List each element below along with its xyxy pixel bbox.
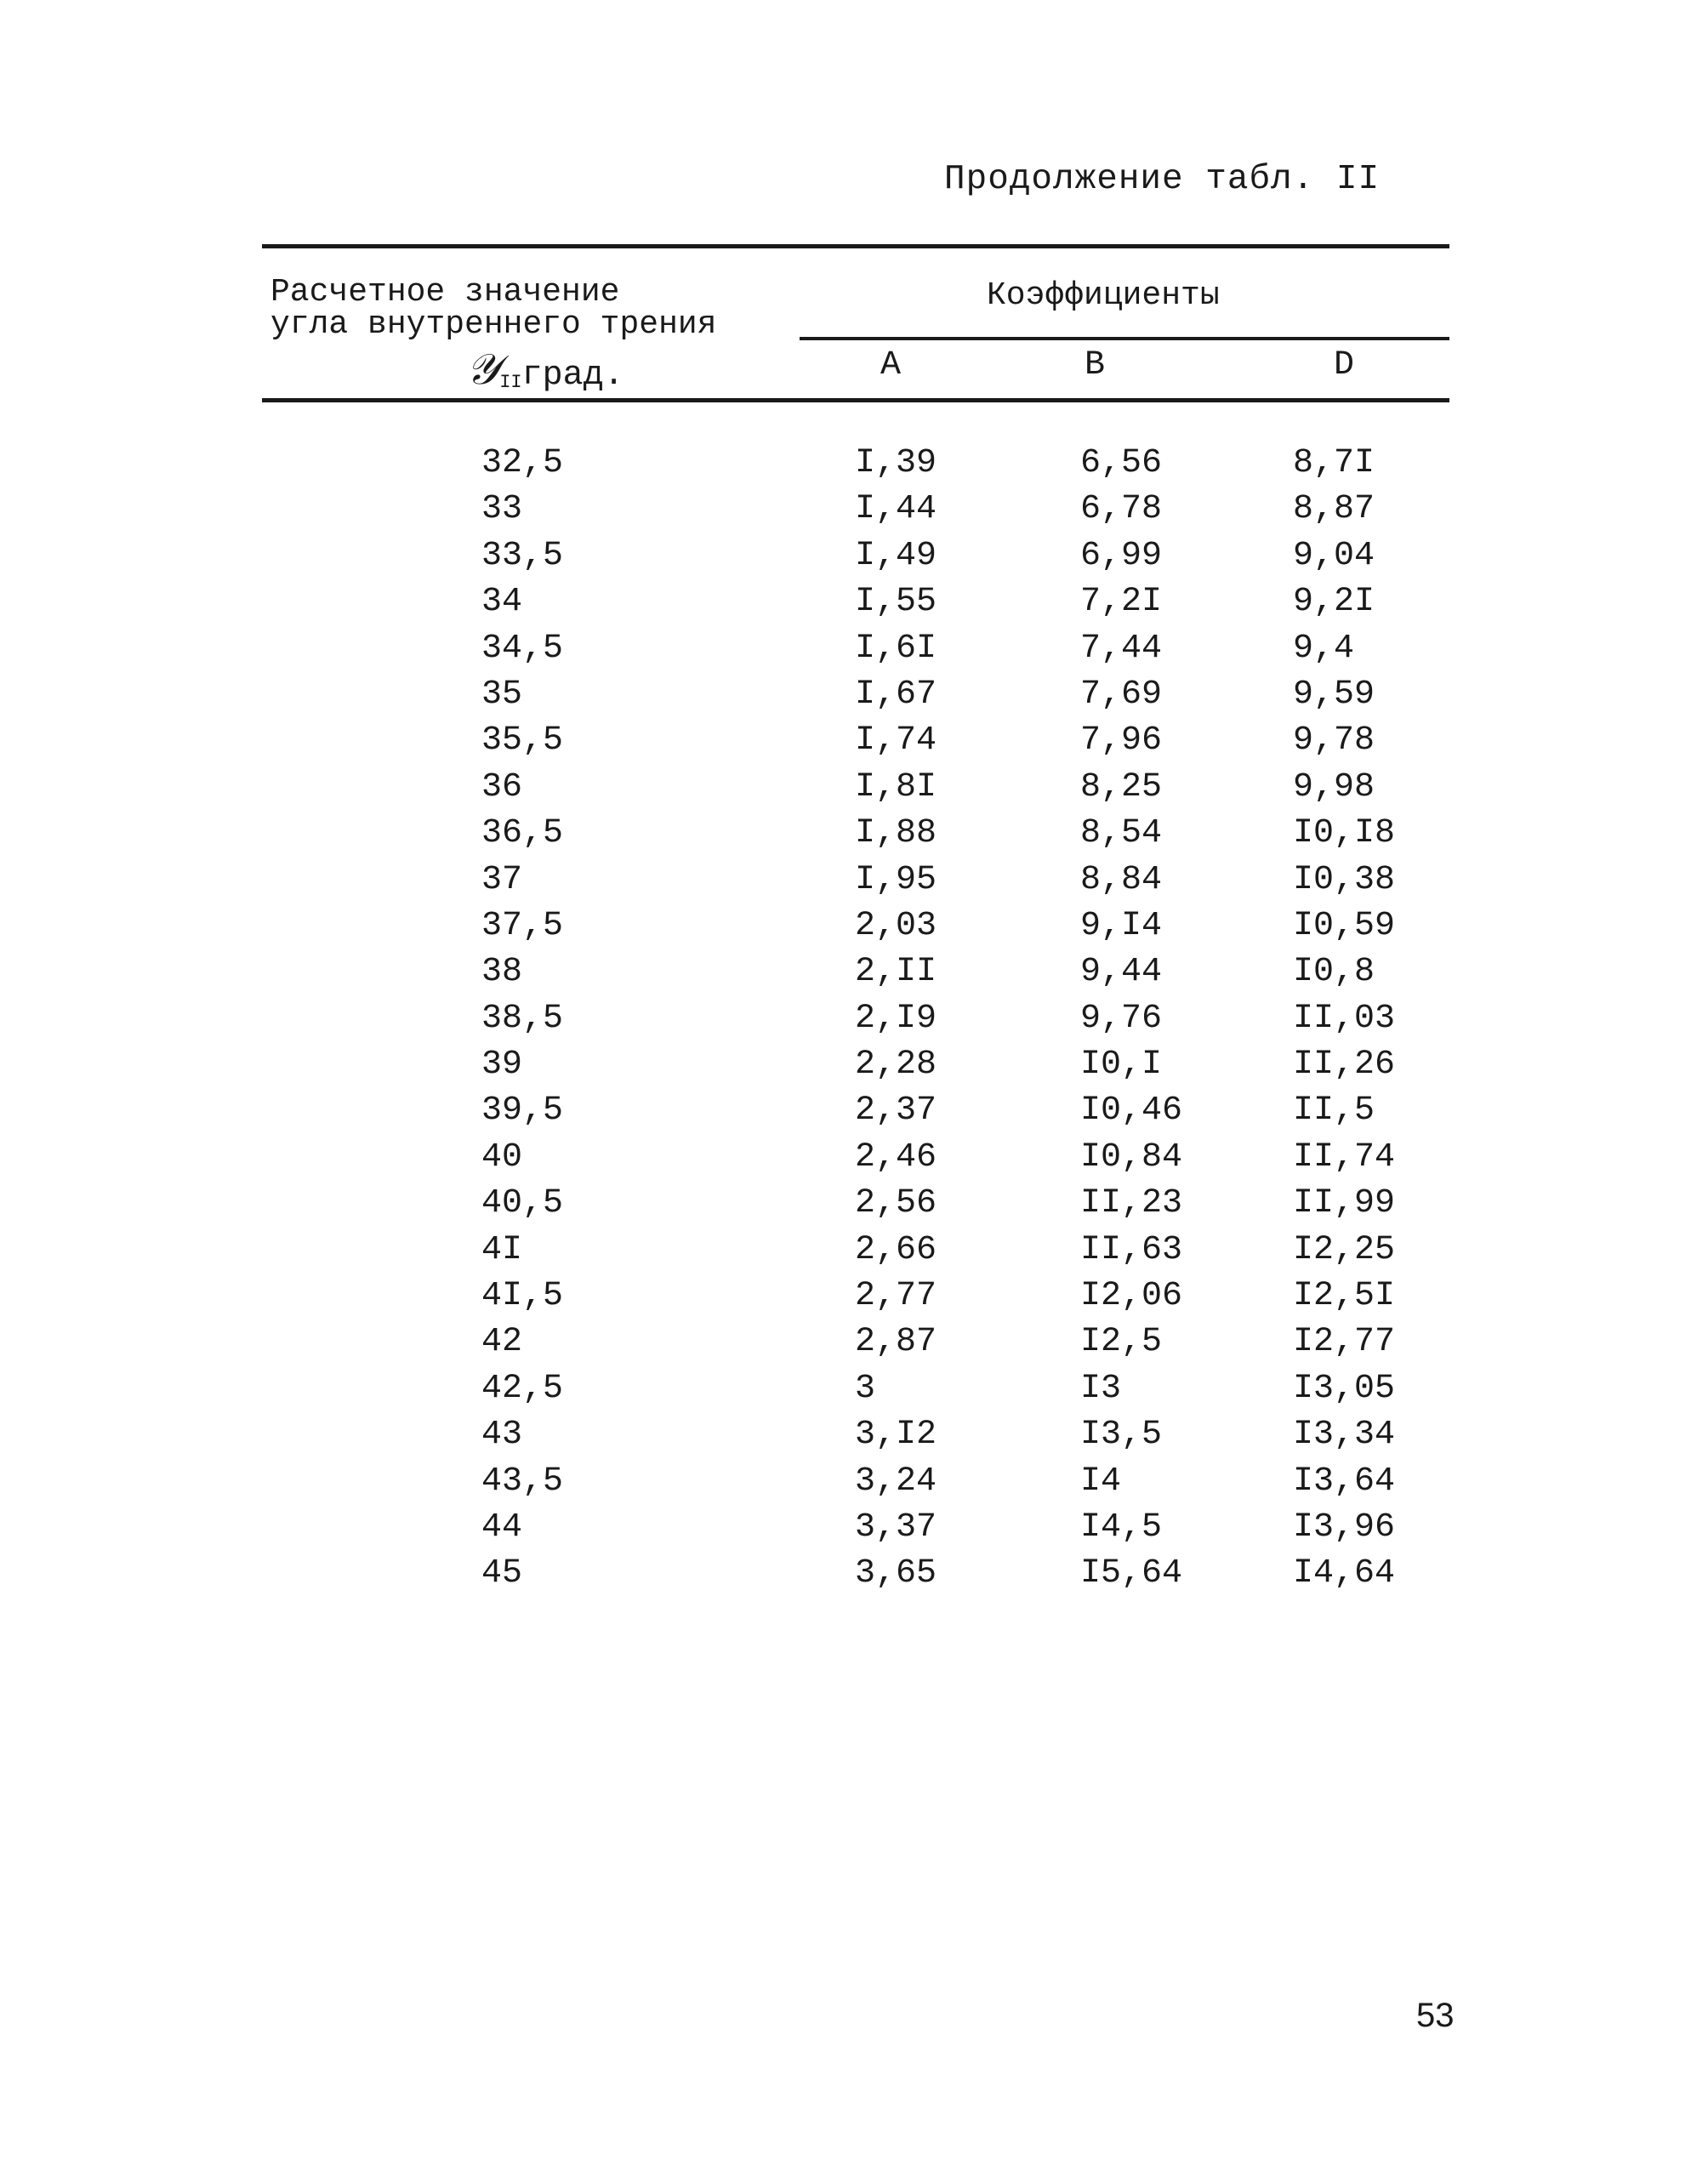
- cell-phi: 40: [481, 1137, 523, 1177]
- table-row: [0, 718, 1708, 764]
- table-row: [0, 1228, 1708, 1274]
- cell-d: I4,64: [1293, 1554, 1396, 1593]
- table-row: [0, 903, 1708, 949]
- table-top-rule: [262, 244, 1449, 248]
- cell-b: 7,69: [1080, 675, 1163, 714]
- cell-phi: 32,5: [481, 444, 564, 482]
- cell-phi: 42,5: [481, 1369, 564, 1408]
- table-row: [0, 1505, 1708, 1551]
- table-row: [0, 672, 1708, 718]
- cell-phi: 34: [481, 583, 523, 622]
- table-row: [0, 626, 1708, 672]
- cell-phi: 34,5: [481, 629, 564, 668]
- cell-d: I0,8: [1293, 953, 1375, 992]
- table-row: [0, 579, 1708, 625]
- cell-d: 9,59: [1293, 675, 1375, 714]
- cell-a: 3,24: [855, 1462, 937, 1501]
- cell-a: I,6I: [855, 629, 937, 668]
- cell-b: I4,5: [1080, 1507, 1163, 1547]
- table-row: [0, 1412, 1708, 1458]
- cell-d: I0,I8: [1293, 814, 1396, 853]
- table-body: [0, 441, 1708, 1598]
- header-param-symbol-line: [466, 345, 717, 399]
- phi-symbol: 𝒴: [466, 345, 500, 394]
- header-mid-rule: [800, 337, 1449, 340]
- table-row: [0, 1042, 1708, 1088]
- cell-b: I0,46: [1080, 1091, 1183, 1131]
- table-row: [0, 1135, 1708, 1181]
- cell-a: 3,I2: [855, 1416, 937, 1455]
- cell-d: II,5: [1293, 1091, 1375, 1131]
- cell-a: I,55: [855, 583, 937, 622]
- table-row: [0, 1319, 1708, 1365]
- cell-d: I0,38: [1293, 860, 1396, 899]
- cell-b: I0,I: [1080, 1046, 1163, 1085]
- cell-b: I0,84: [1080, 1137, 1183, 1177]
- cell-phi: 43,5: [481, 1462, 564, 1501]
- cell-phi: 38: [481, 953, 523, 992]
- table-row: [0, 1274, 1708, 1319]
- cell-d: 9,4: [1293, 629, 1355, 668]
- cell-d: II,26: [1293, 1046, 1396, 1085]
- cell-b: 8,25: [1080, 767, 1163, 806]
- table-row: [0, 811, 1708, 857]
- cell-a: I,44: [855, 490, 937, 529]
- cell-a: I,74: [855, 721, 937, 761]
- cell-d: II,74: [1293, 1137, 1396, 1177]
- cell-b: 7,44: [1080, 629, 1163, 668]
- table-row: [0, 949, 1708, 995]
- cell-phi: 45: [481, 1554, 523, 1593]
- cell-d: 8,87: [1293, 490, 1375, 529]
- header-coefficients: Коэффициенты: [987, 277, 1220, 314]
- cell-a: 2,03: [855, 906, 937, 945]
- cell-d: 9,2I: [1293, 583, 1375, 622]
- cell-phi: 38,5: [481, 999, 564, 1038]
- cell-d: I3,64: [1293, 1462, 1396, 1501]
- cell-a: 2,87: [855, 1323, 937, 1362]
- cell-d: I3,34: [1293, 1416, 1396, 1455]
- header-bottom-rule: [262, 398, 1449, 402]
- cell-a: 2,77: [855, 1277, 937, 1316]
- cell-d: 9,04: [1293, 536, 1375, 575]
- cell-b: II,63: [1080, 1230, 1183, 1269]
- table-row: [0, 1181, 1708, 1227]
- table-row: [0, 858, 1708, 903]
- cell-b: I2,06: [1080, 1277, 1183, 1316]
- phi-subscript: II: [499, 372, 522, 393]
- header-col-d: D: [1334, 346, 1355, 385]
- table-row: [0, 533, 1708, 579]
- cell-d: II,99: [1293, 1184, 1396, 1223]
- cell-b: II,23: [1080, 1184, 1183, 1223]
- cell-b: I2,5: [1080, 1323, 1163, 1362]
- cell-b: 6,99: [1080, 536, 1163, 575]
- header-param-line1: Расчетное значение: [270, 274, 620, 311]
- cell-a: I,95: [855, 860, 937, 899]
- cell-a: I,39: [855, 444, 937, 482]
- table-row: [0, 996, 1708, 1042]
- table-row: [0, 487, 1708, 533]
- cell-b: 8,84: [1080, 860, 1163, 899]
- cell-phi: 4I: [481, 1230, 523, 1269]
- page-number: 53: [1416, 1997, 1455, 2034]
- header-col-a: A: [880, 346, 902, 385]
- cell-b: 6,56: [1080, 444, 1163, 482]
- cell-phi: 39: [481, 1046, 523, 1085]
- cell-d: II,03: [1293, 999, 1396, 1038]
- cell-d: I2,77: [1293, 1323, 1396, 1362]
- table-row: [0, 1551, 1708, 1597]
- cell-phi: 35,5: [481, 721, 564, 761]
- cell-b: 7,96: [1080, 721, 1163, 761]
- cell-b: 8,54: [1080, 814, 1163, 853]
- cell-d: 9,98: [1293, 767, 1375, 806]
- cell-a: 2,56: [855, 1184, 937, 1223]
- cell-a: 2,46: [855, 1137, 937, 1177]
- cell-a: 2,28: [855, 1046, 937, 1085]
- cell-d: 8,7I: [1293, 444, 1375, 482]
- cell-a: 3,65: [855, 1554, 937, 1593]
- cell-a: I,8I: [855, 767, 937, 806]
- cell-b: 7,2I: [1080, 583, 1163, 622]
- table-row: [0, 765, 1708, 811]
- cell-b: I5,64: [1080, 1554, 1183, 1593]
- cell-b: 6,78: [1080, 490, 1163, 529]
- cell-b: I3,5: [1080, 1416, 1163, 1455]
- cell-phi: 43: [481, 1416, 523, 1455]
- cell-a: 2,66: [855, 1230, 937, 1269]
- cell-b: 9,44: [1080, 953, 1163, 992]
- cell-phi: 33,5: [481, 536, 564, 575]
- cell-b: I3: [1080, 1369, 1122, 1408]
- header-col-b: B: [1085, 346, 1106, 385]
- cell-phi: 39,5: [481, 1091, 564, 1131]
- cell-phi: 44: [481, 1507, 523, 1547]
- cell-b: 9,I4: [1080, 906, 1163, 945]
- table-row: [0, 1088, 1708, 1134]
- table-row: [0, 1366, 1708, 1412]
- header-param-line2: угла внутреннего трения: [270, 306, 717, 343]
- cell-d: I3,05: [1293, 1369, 1396, 1408]
- cell-a: 2,II: [855, 953, 937, 992]
- table-caption: Продолжение табл. II: [944, 160, 1381, 199]
- cell-phi: 42: [481, 1323, 523, 1362]
- cell-phi: 36,5: [481, 814, 564, 853]
- cell-d: I2,5I: [1293, 1277, 1396, 1316]
- cell-a: I,49: [855, 536, 937, 575]
- cell-phi: 35: [481, 675, 523, 714]
- cell-d: I0,59: [1293, 906, 1396, 945]
- cell-phi: 40,5: [481, 1184, 564, 1223]
- cell-b: I4: [1080, 1462, 1122, 1501]
- cell-phi: 36: [481, 767, 523, 806]
- cell-phi: 4I,5: [481, 1277, 564, 1316]
- cell-b: 9,76: [1080, 999, 1163, 1038]
- cell-a: I,88: [855, 814, 937, 853]
- cell-a: I,67: [855, 675, 937, 714]
- table-row: [0, 1459, 1708, 1505]
- cell-phi: 37: [481, 860, 523, 899]
- cell-d: I2,25: [1293, 1230, 1396, 1269]
- header-parameter: [270, 276, 717, 399]
- cell-a: 2,37: [855, 1091, 937, 1131]
- cell-d: 9,78: [1293, 721, 1375, 761]
- cell-d: I3,96: [1293, 1507, 1396, 1547]
- table-row: [0, 441, 1708, 487]
- cell-phi: 33: [481, 490, 523, 529]
- cell-a: 3: [855, 1369, 876, 1408]
- cell-a: 3,37: [855, 1507, 937, 1547]
- cell-a: 2,I9: [855, 999, 937, 1038]
- header-param-unit: град.: [521, 356, 624, 395]
- cell-phi: 37,5: [481, 906, 564, 945]
